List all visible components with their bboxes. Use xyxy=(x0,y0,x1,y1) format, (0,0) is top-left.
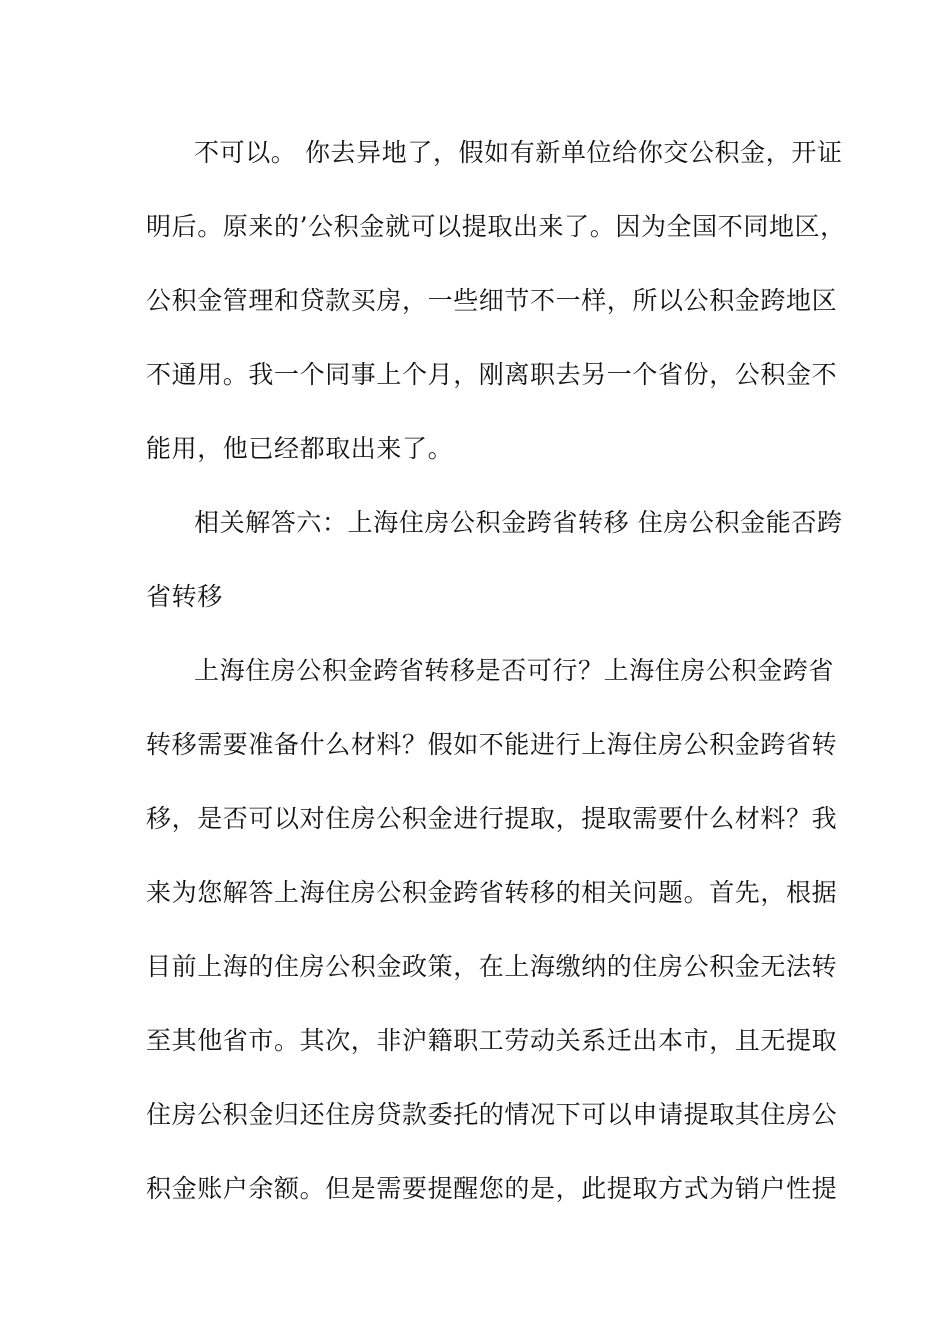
text-line: 目前上海的住房公积金政策，在上海缴纳的住房公积金无法转 xyxy=(146,952,838,981)
paragraph-shanghai-transfer xyxy=(146,646,838,1238)
text-line: 住房公积金归还住房贷款委托的情况下可以申请提取其住房公 xyxy=(146,1100,838,1129)
text-line: 转移需要准备什么材料？假如不能进行上海住房公积金跨省转 xyxy=(146,730,838,759)
text-line: 公积金管理和贷款买房，一些细节不一样，所以公积金跨地区 xyxy=(146,286,838,315)
text-line: 明后。原来的’公积金就可以提取出来了。因为全国不同地区， xyxy=(146,212,846,241)
text-line: 至其他省市。其次，非沪籍职工劳动关系迁出本市，且无提取 xyxy=(146,1026,838,1055)
document-body xyxy=(146,128,846,1238)
section-heading-six xyxy=(146,498,843,646)
heading-line: 省转移 xyxy=(146,582,223,611)
text-line: 不通用。我一个同事上个月，刚离职去另一个省份，公积金不 xyxy=(146,360,838,389)
text-line: 来为您解答上海住房公积金跨省转移的相关问题。首先，根据 xyxy=(146,878,838,907)
text-line: 不可以。 你去异地了，假如有新单位给你交公积金，开证 xyxy=(194,138,843,167)
text-line: 能用，他已经都取出来了。 xyxy=(146,434,454,463)
text-line: 移，是否可以对住房公积金进行提取，提取需要什么材料？我 xyxy=(146,804,838,833)
text-line: 积金账户余额。但是需要提醒您的是，此提取方式为销户性提 xyxy=(146,1174,838,1203)
paragraph-answer-intro xyxy=(146,128,846,498)
text-line: 上海住房公积金跨省转移是否可行？上海住房公积金跨省 xyxy=(194,656,835,685)
heading-line: 相关解答六：上海住房公积金跨省转移 住房公积金能否跨 xyxy=(194,508,843,537)
